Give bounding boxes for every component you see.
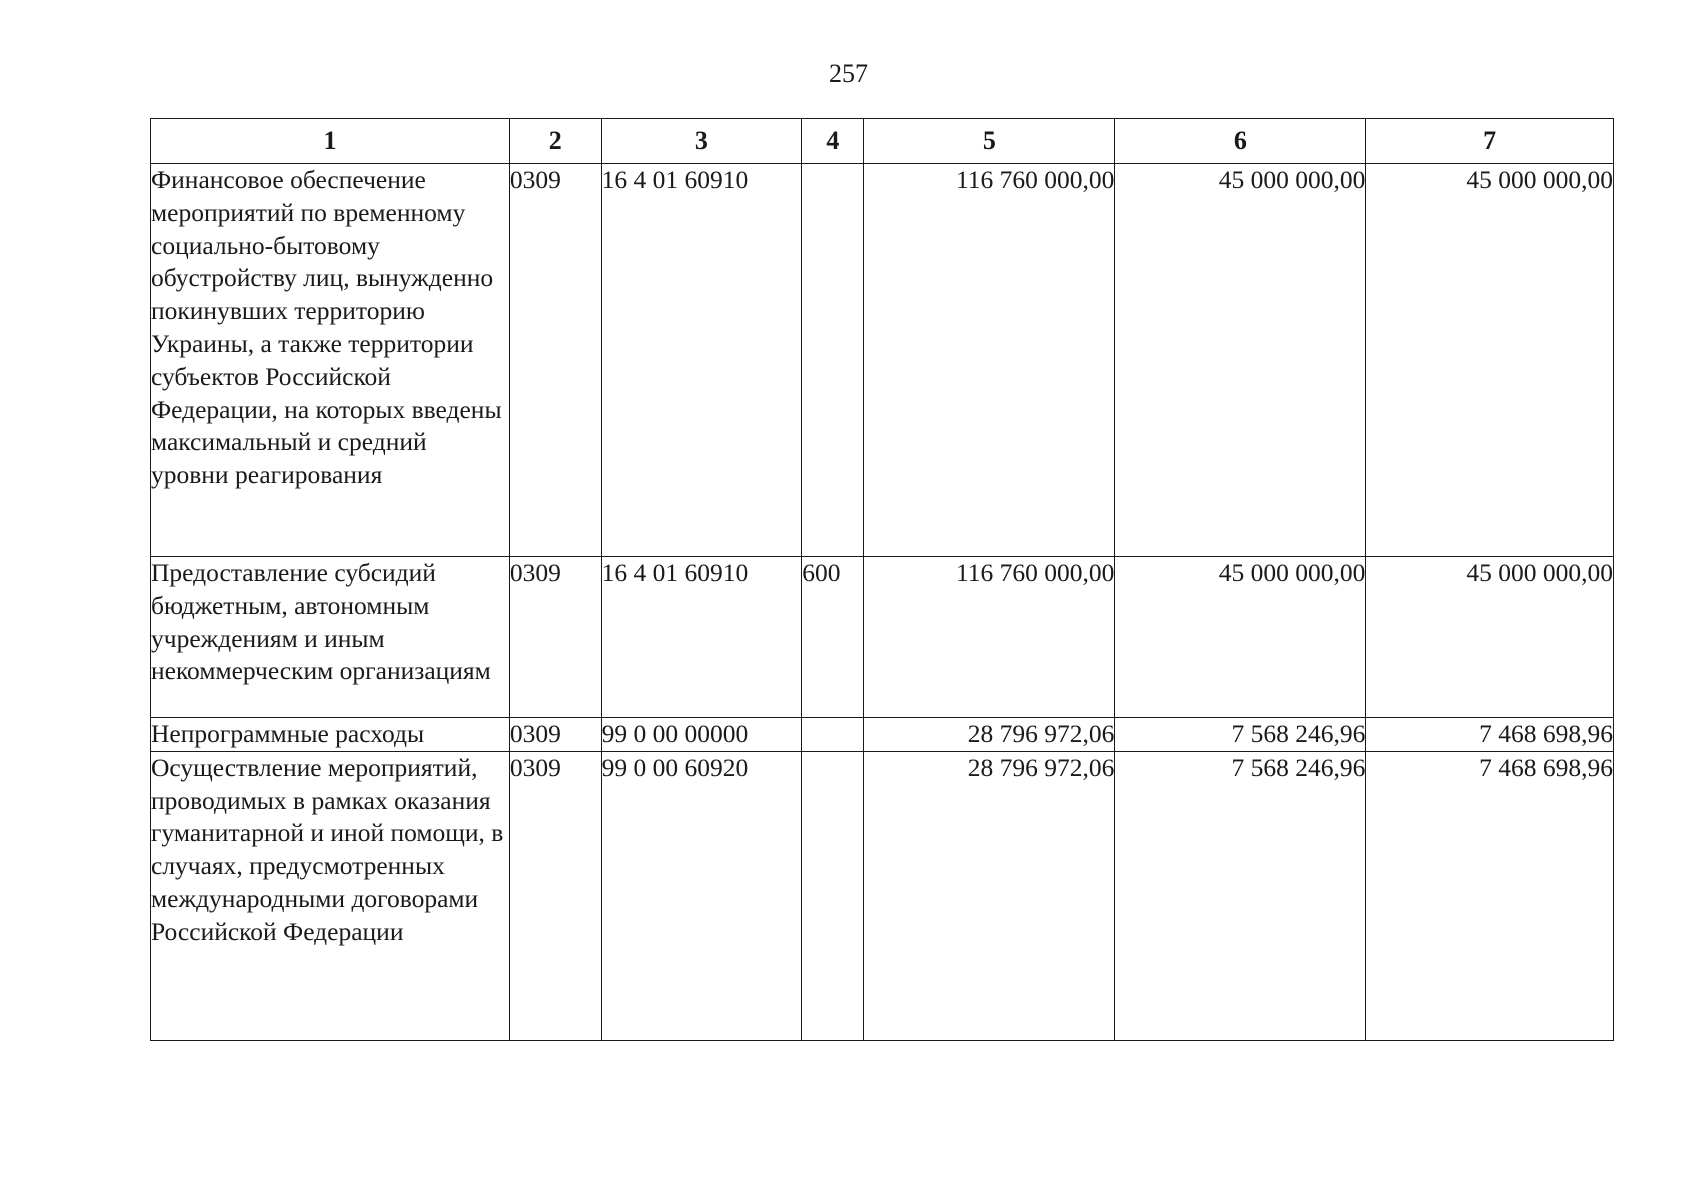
page-number: 257 xyxy=(829,59,868,88)
table-row xyxy=(151,718,1614,752)
expense-type-cell: 600 xyxy=(802,557,864,718)
column-header-4: 4 xyxy=(802,119,864,164)
amount-cell-col7: 7 468 698,96 xyxy=(1366,751,1614,1040)
target-article-cell: 16 4 01 60910 xyxy=(601,164,802,557)
column-header-3: 3 xyxy=(601,119,802,164)
section-code-cell: 0309 xyxy=(509,557,601,718)
column-header-2: 2 xyxy=(509,119,601,164)
table-row xyxy=(151,557,1614,718)
amount-cell-col6: 45 000 000,00 xyxy=(1115,557,1366,718)
section-code-cell: 0309 xyxy=(509,718,601,752)
amount-cell-col5: 116 760 000,00 xyxy=(864,557,1115,718)
amount-cell-col7: 45 000 000,00 xyxy=(1366,557,1614,718)
header-row xyxy=(151,119,1614,164)
table-row xyxy=(151,751,1614,1040)
column-header-7: 7 xyxy=(1366,119,1614,164)
budget-table xyxy=(150,118,1614,1041)
target-article-cell: 99 0 00 00000 xyxy=(601,718,802,752)
column-header-6: 6 xyxy=(1115,119,1366,164)
expense-type-cell xyxy=(802,718,864,752)
amount-cell-col7: 45 000 000,00 xyxy=(1366,164,1614,557)
column-header-1: 1 xyxy=(151,119,510,164)
amount-cell-col6: 7 568 246,96 xyxy=(1115,751,1366,1040)
table-row xyxy=(151,164,1614,557)
expense-type-cell xyxy=(802,164,864,557)
row-name-cell: Предоставление субсидий бюджетным, автономным учреждениям и иным некоммерческим организациям xyxy=(151,557,510,718)
amount-cell-col5: 116 760 000,00 xyxy=(864,164,1115,557)
target-article-cell: 16 4 01 60910 xyxy=(601,557,802,718)
row-name-cell: Непрограммные расходы xyxy=(151,718,510,752)
column-header-5: 5 xyxy=(864,119,1115,164)
amount-cell-col7: 7 468 698,96 xyxy=(1366,718,1614,752)
expense-type-cell xyxy=(802,751,864,1040)
amount-cell-col5: 28 796 972,06 xyxy=(864,718,1115,752)
target-article-cell: 99 0 00 60920 xyxy=(601,751,802,1040)
section-code-cell: 0309 xyxy=(509,751,601,1040)
row-name-cell: Осуществление мероприятий, проводимых в рамках оказания гуманитарной и иной помощи, в случаях, предусмотренных международными договорами Российской Федерации xyxy=(151,751,510,1040)
row-name-cell: Финансовое обеспечение мероприятий по временному социально-бытовому обустройству лиц, вынужденно покинувших территорию Украины, а также территории субъектов Российской Федерации, на которых введены максимальный и средний уровни реагирования xyxy=(151,164,510,557)
section-code-cell: 0309 xyxy=(509,164,601,557)
amount-cell-col5: 28 796 972,06 xyxy=(864,751,1115,1040)
amount-cell-col6: 7 568 246,96 xyxy=(1115,718,1366,752)
amount-cell-col6: 45 000 000,00 xyxy=(1115,164,1366,557)
